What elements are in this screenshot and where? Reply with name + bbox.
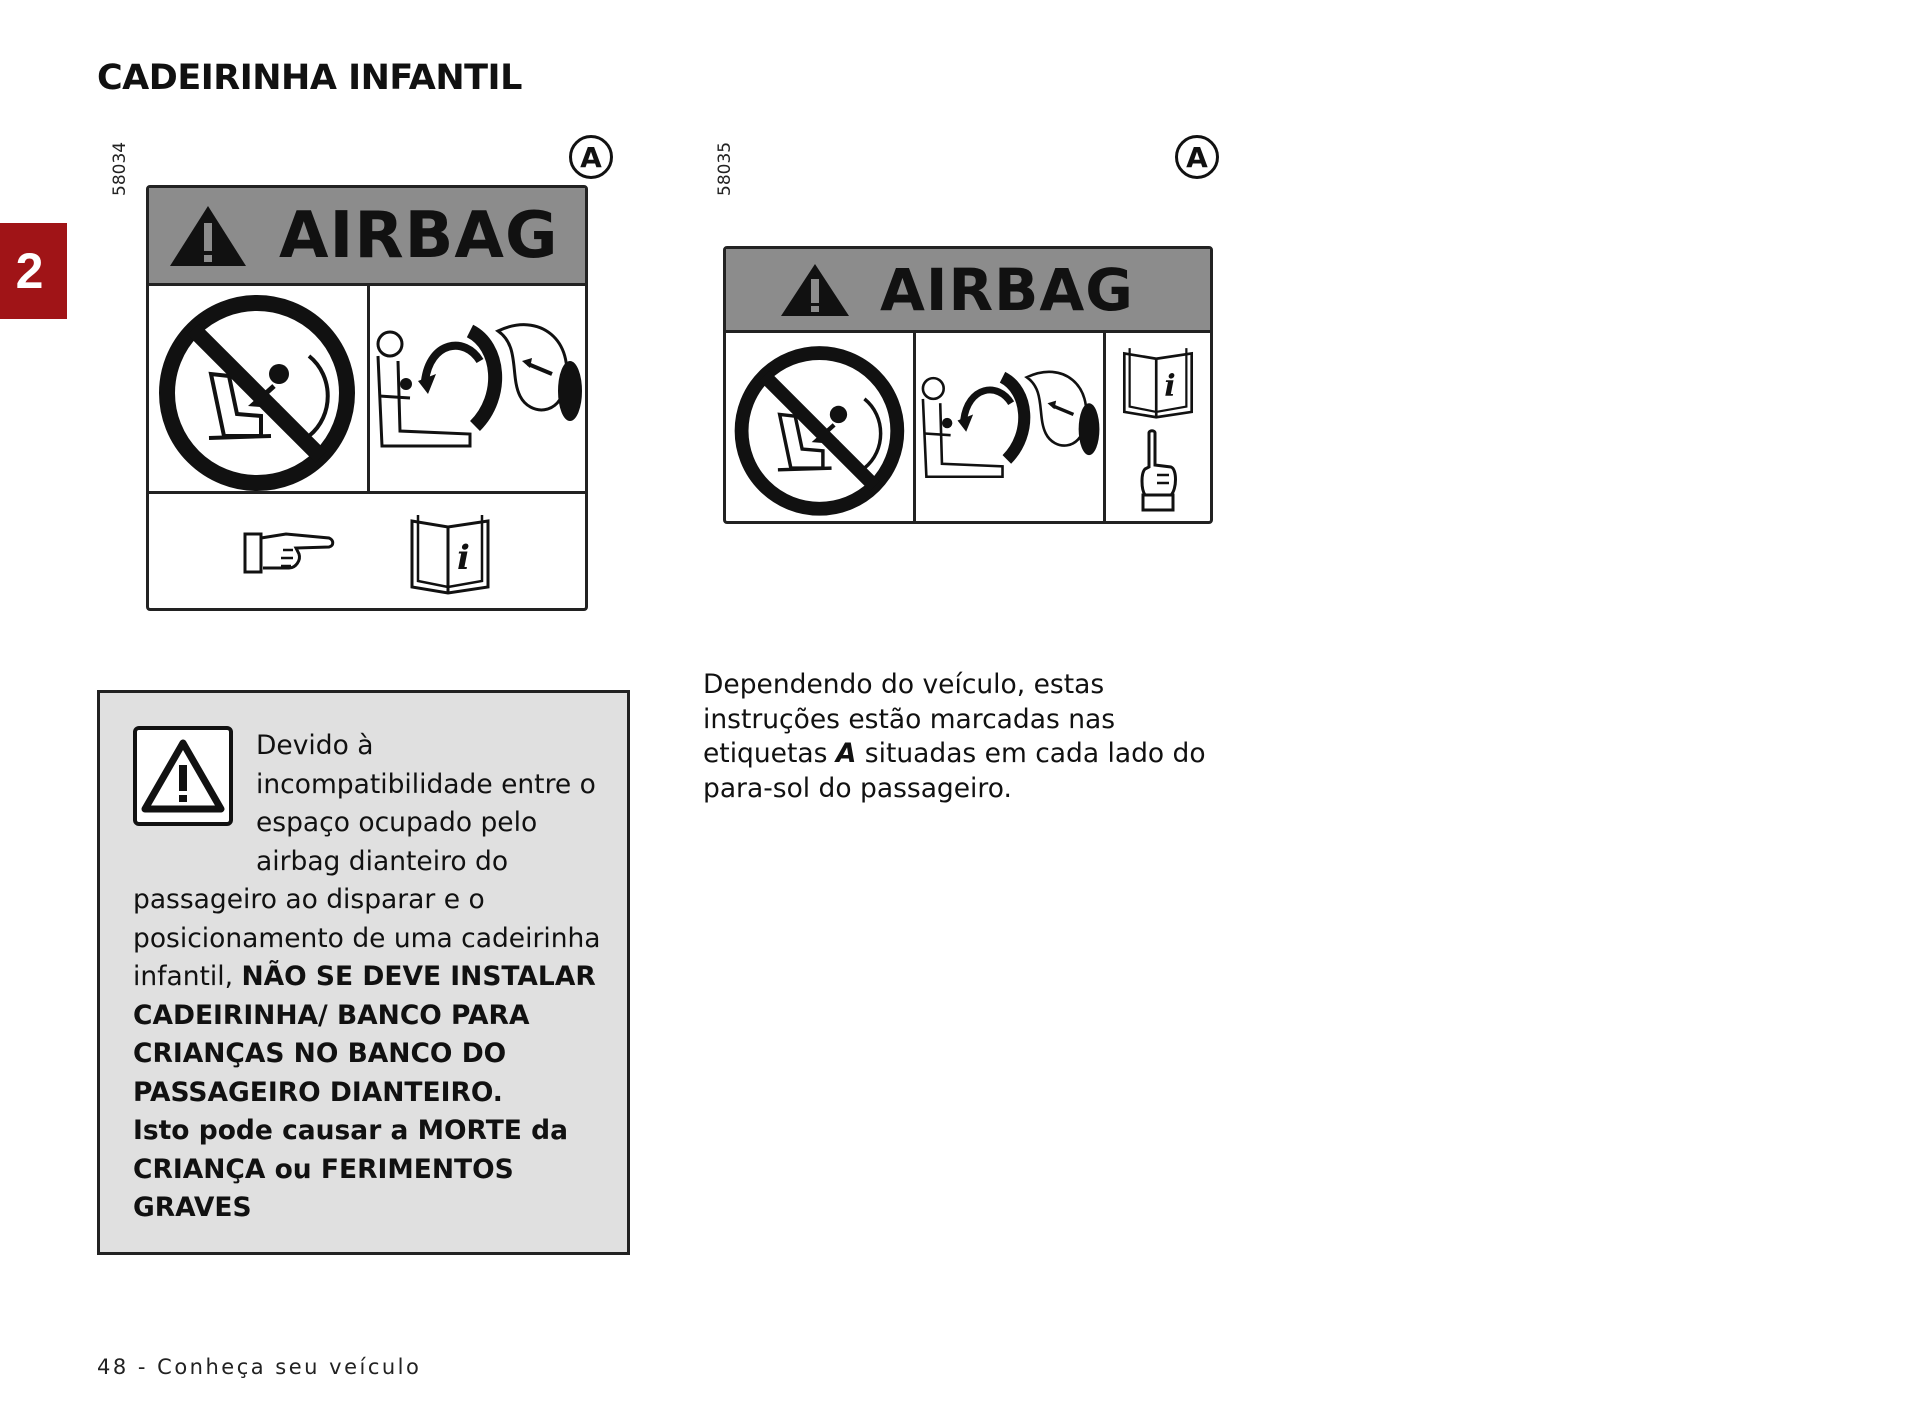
svg-text:i: i <box>456 538 470 578</box>
page-title: CADEIRINHA INFANTIL <box>97 58 522 98</box>
airbag-label <box>146 185 588 611</box>
pointing-finger-icon <box>1135 429 1181 513</box>
manual-book-icon <box>1119 341 1197 419</box>
airbag-deploy-icon <box>370 286 585 491</box>
page-footer: 48 - Conheça seu veículo <box>97 1355 422 1379</box>
figure-code: 58035 <box>715 141 735 196</box>
no-child-seat-icon <box>726 333 912 521</box>
warning-text-normal: Devido à incompatibilidade entre o espaço ocupado pelo airbag dianteiro do passageiro ao disparar e o posicionamento de uma cadeirinha infantil, <box>133 730 601 992</box>
description-part1: Dependendo do veículo, estas instruções estão marcadas nas etiquetas <box>703 669 1116 769</box>
label-header <box>726 249 1210 333</box>
label-header-text: AIRBAG <box>279 198 559 273</box>
chapter-tab: 2 <box>0 223 67 319</box>
figure-code: 58034 <box>110 141 130 196</box>
airbag-label <box>723 246 1213 524</box>
no-child-seat-icon <box>149 286 364 491</box>
warning-text-bold: NÃO SE DEVE INSTALAR CADEIRINHA/ BANCO PARA CRIANÇAS NO BANCO DO PASSAGEIRO DIANTEIRO. <box>133 961 596 1108</box>
airbag-deploy-icon <box>916 333 1102 521</box>
label-header-text: AIRBAG <box>880 255 1134 324</box>
description-paragraph <box>703 668 1243 806</box>
warning-triangle-icon <box>167 203 249 269</box>
figure-airbag-label-2 <box>705 128 1235 528</box>
figure-marker: A <box>1175 135 1219 179</box>
svg-text:i: i <box>1164 368 1176 404</box>
warning-text-consequence: Isto pode causar a MORTE da CRIANÇA ou FERIMENTOS GRAVES <box>133 1115 568 1223</box>
label-cell-instructions <box>149 494 585 608</box>
figure-marker: A <box>569 135 613 179</box>
pointing-hand-icon <box>241 526 336 576</box>
manual-book-icon <box>406 507 494 595</box>
description-part2: situadas em cada lado do para-sol do passageiro. <box>703 738 1206 804</box>
label-header <box>149 188 585 286</box>
label-cell-airbag-deploy <box>916 333 1106 521</box>
figure-airbag-label-1 <box>100 128 620 608</box>
warning-triangle-icon <box>778 261 852 319</box>
label-cell-no-seat <box>726 333 916 521</box>
warning-text <box>133 727 603 1228</box>
label-cell-airbag-deploy <box>370 286 585 494</box>
warning-box <box>97 690 630 1255</box>
label-reference: A <box>835 738 857 769</box>
label-cell-instructions <box>1106 333 1210 521</box>
label-cell-no-seat <box>149 286 370 494</box>
